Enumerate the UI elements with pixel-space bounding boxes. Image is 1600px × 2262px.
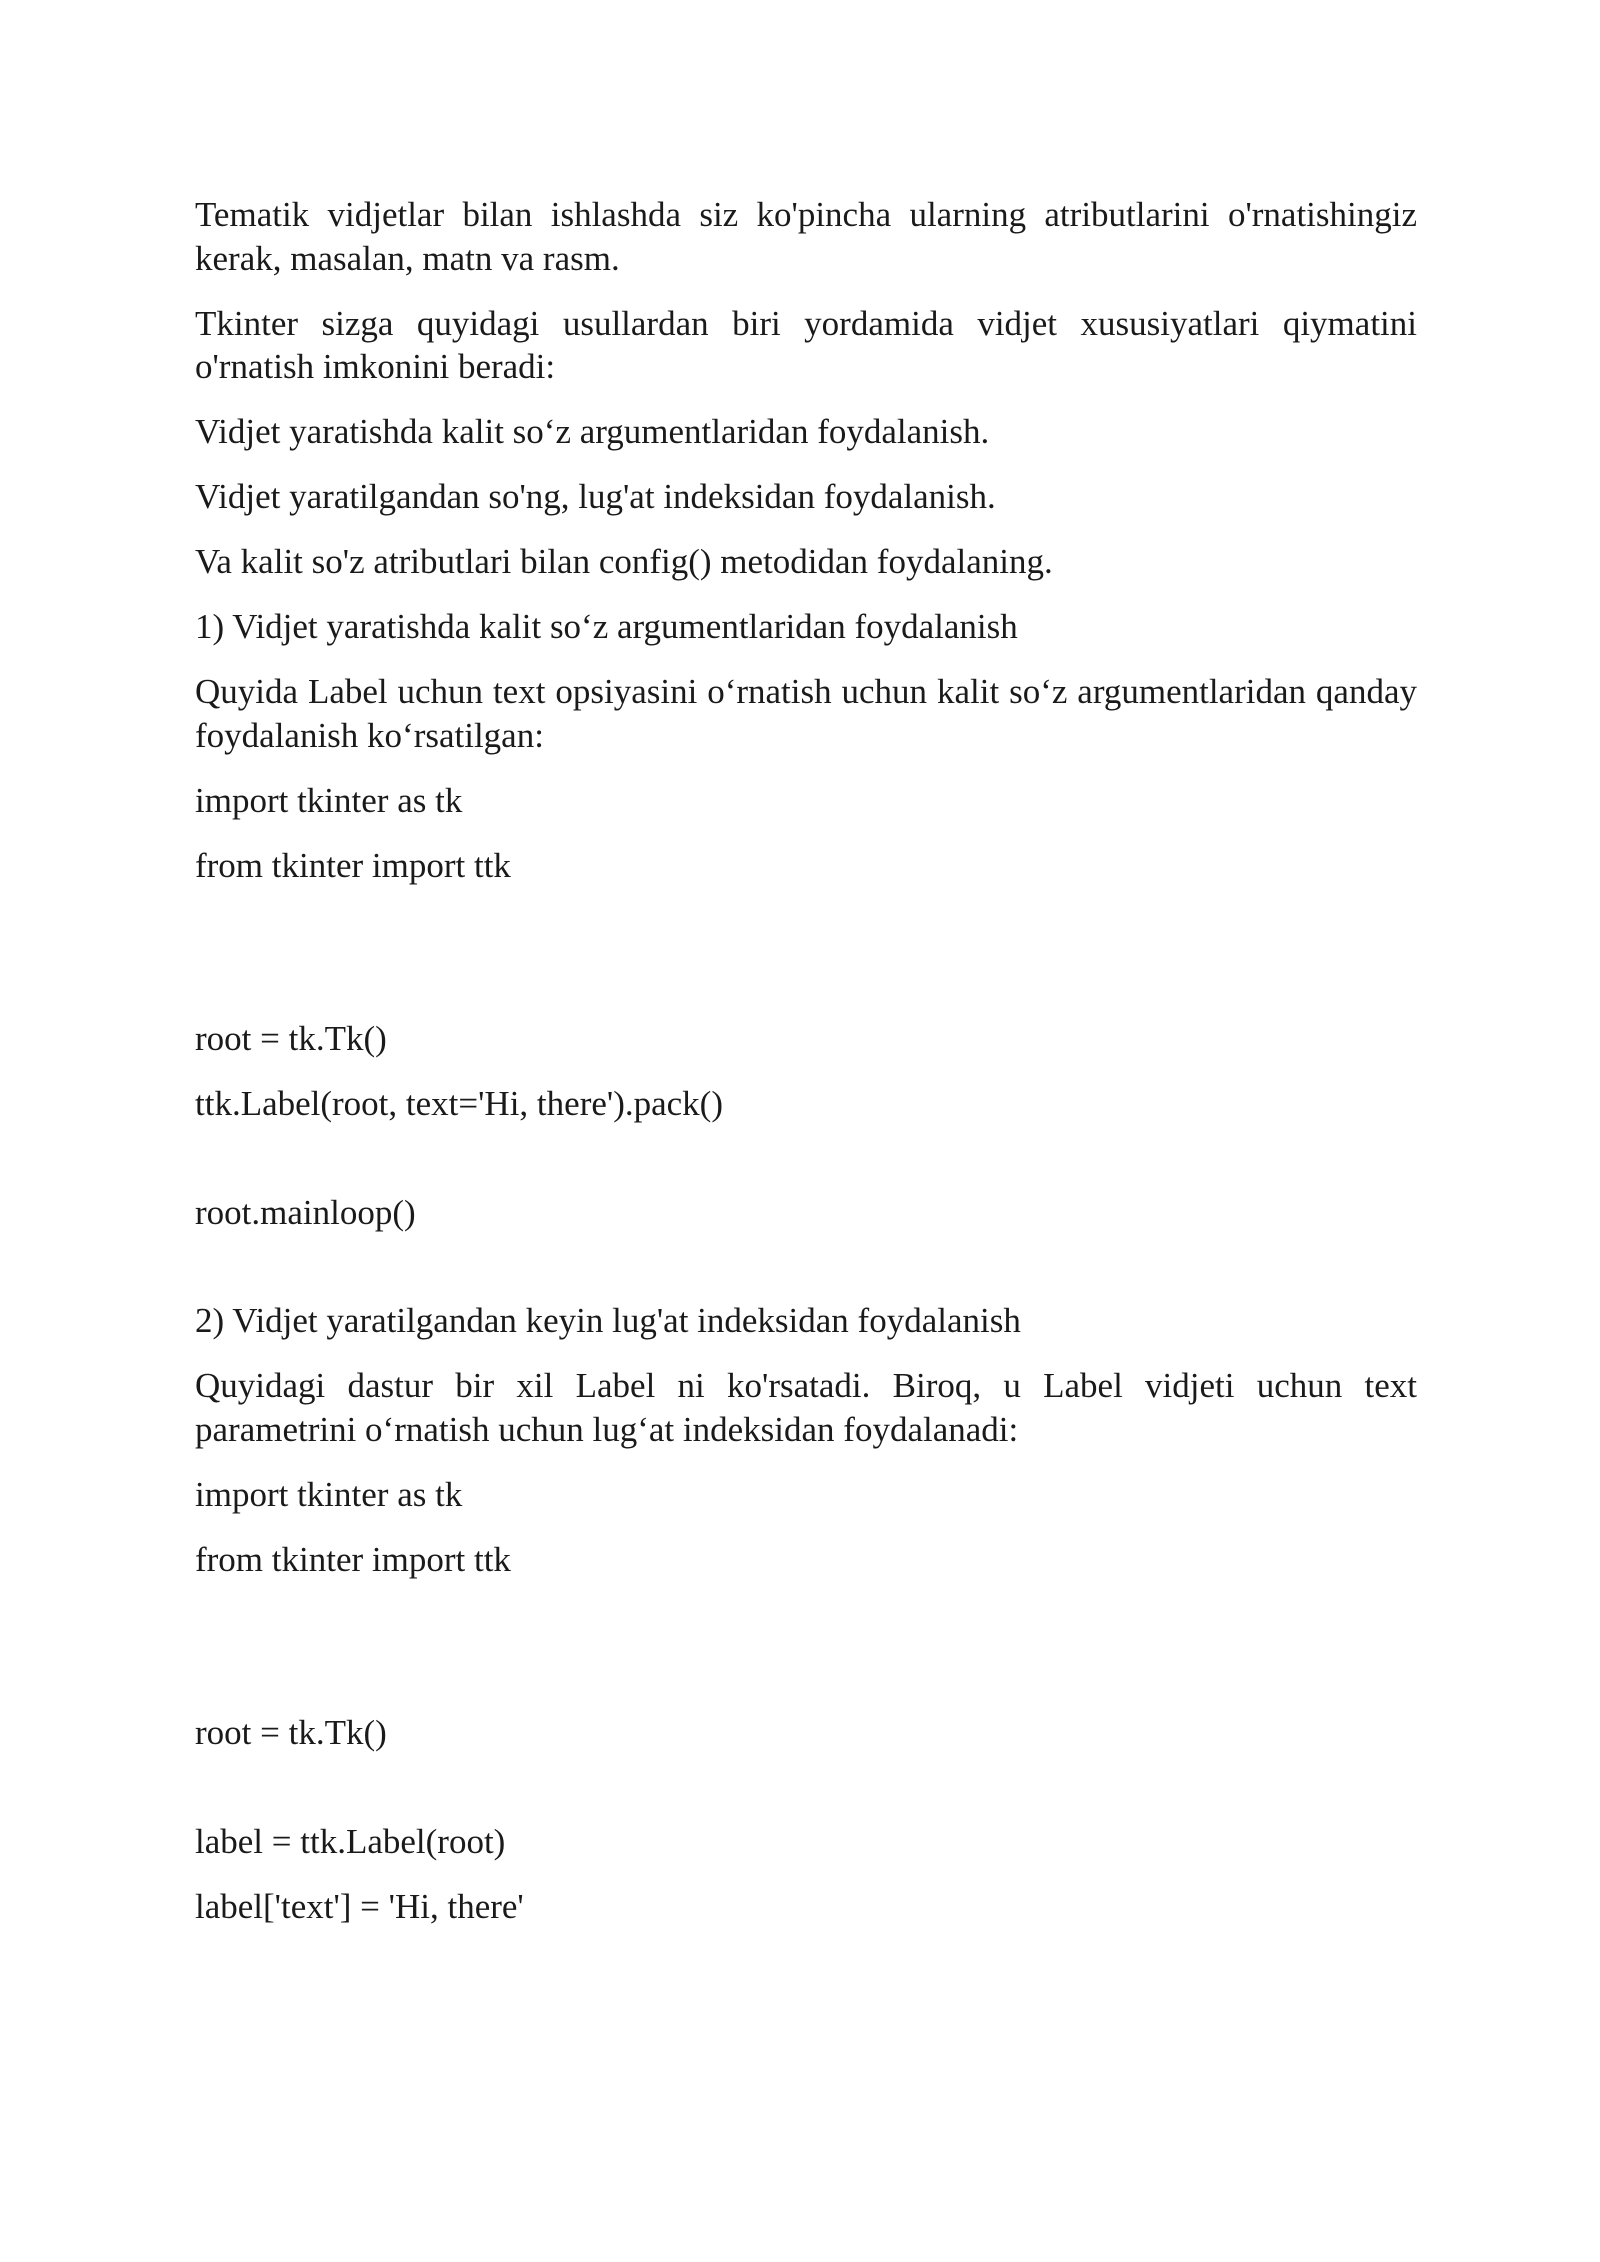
code-line: root.mainloop() bbox=[195, 1192, 416, 1232]
code-line: label['text'] = 'Hi, there' bbox=[195, 1886, 524, 1926]
intro-paragraph: Tematik vidjetlar bilan ishlashda siz ko'pincha ularning atributlarini o'rnatishingiz kerak, masalan, matn va rasm. bbox=[195, 195, 1417, 278]
code-line: label = ttk.Label(root) bbox=[195, 1821, 506, 1861]
section-1-description: Quyida Label uchun text opsiyasini o‘rnatish uchun kalit so‘z argumentlaridan qanday foydalanish ko‘rsatilgan: bbox=[195, 672, 1417, 755]
code-line: root = tk.Tk() bbox=[195, 1019, 387, 1058]
code-line: ttk.Label(root, text='Hi, there').pack() bbox=[195, 1084, 723, 1123]
code-line: root = tk.Tk() bbox=[195, 1713, 387, 1752]
code-line: import tkinter as tk bbox=[195, 780, 463, 820]
method-item-1: Vidjet yaratishda kalit so‘z argumentlaridan foydalanish. bbox=[195, 412, 990, 451]
document-body bbox=[195, 193, 1417, 1950]
code-line: import tkinter as tk bbox=[195, 1474, 463, 1514]
code-line: from tkinter import ttk bbox=[195, 1539, 511, 1579]
section-heading-2: 2) Vidjet yaratilgandan keyin lug'at indeksidan foydalanish bbox=[195, 1301, 1021, 1340]
method-item-3: Va kalit so'z atributlari bilan config() metodidan foydalaning. bbox=[195, 542, 1053, 581]
methods-intro-paragraph: Tkinter sizga quyidagi usullardan biri yordamida vidjet xususiyatlari qiymatini o'rnatish imkonini beradi: bbox=[195, 303, 1417, 386]
section-heading-1: 1) Vidjet yaratishda kalit so‘z argumentlaridan foydalanish bbox=[195, 607, 1018, 646]
method-item-2: Vidjet yaratilgandan so'ng, lug'at indeksidan foydalanish. bbox=[195, 477, 996, 516]
section-2-description: Quyidagi dastur bir xil Label ni ko'rsatadi. Biroq, u Label vidjeti uchun text parametrini o‘rnatish uchun lug‘at indeksidan foydalanadi: bbox=[195, 1366, 1417, 1449]
code-line: from tkinter import ttk bbox=[195, 845, 511, 885]
